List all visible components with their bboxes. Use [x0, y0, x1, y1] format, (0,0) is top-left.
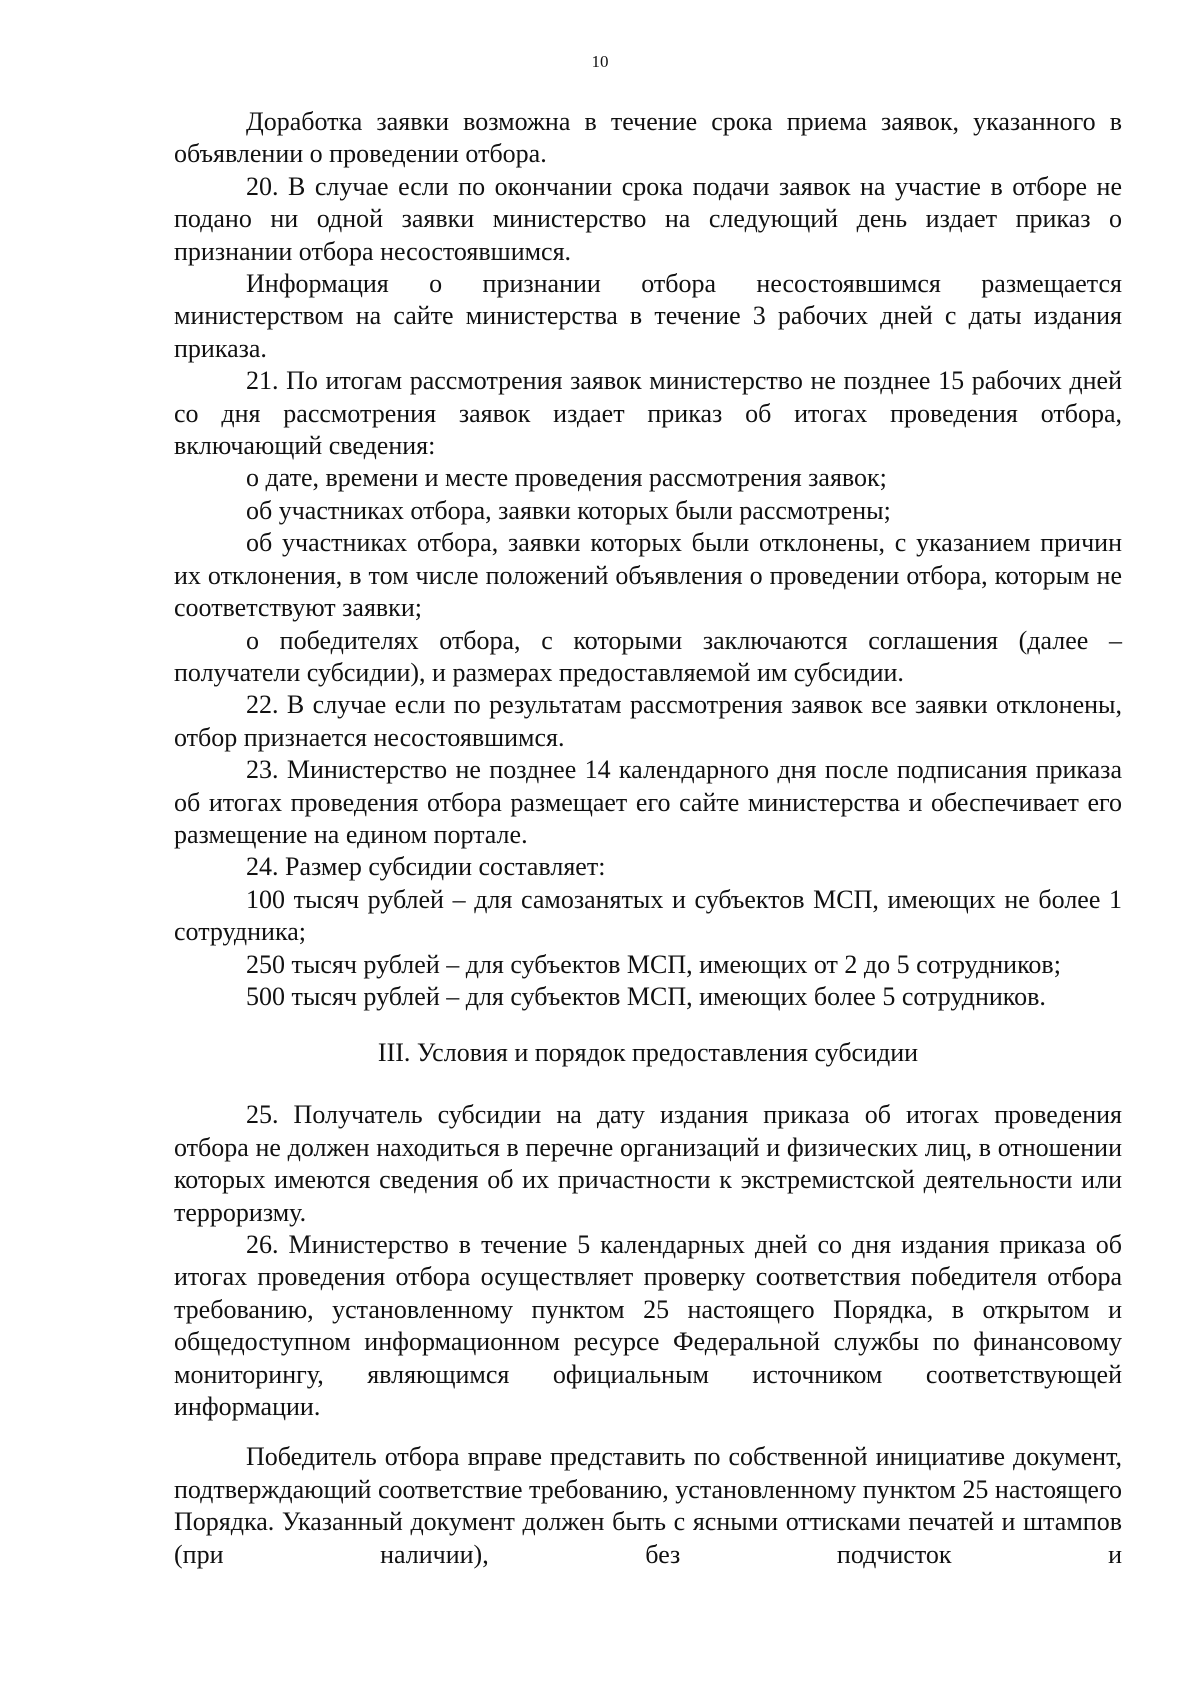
list-item: 250 тысяч рублей – для субъектов МСП, имеющих от 2 до 5 сотрудников; [246, 949, 1061, 979]
paragraph-item-26: 26. Министерство в течение 5 календарных дней со дня издания приказа об итогах проведения отбора осуществляет проверку соответствия победителя отбора требованию, установленному пунктом 25 настоящего Порядка, в открытом и общедоступном информационном ресурсе Федеральной службы по финансовому мониторингу, являющимся официальным источником соответствующей информации. [174, 1230, 1122, 1422]
list-item: об участниках отбора, заявки которых были отклонены, с указанием причин их отклонения, в том числе положений объявления о проведении отбора, которым не соответствуют заявки; [174, 528, 1122, 623]
paragraph-item-22: 22. В случае если по результатам рассмотрения заявок все заявки отклонены, отбор признается несостоявшимся. [174, 690, 1122, 752]
paragraph-item-23: 23. Министерство не позднее 14 календарного дня после подписания приказа об итогах проведения отбора размещает его сайте министерства и обеспечивает его размещение на едином портале. [174, 755, 1122, 849]
spacer [174, 1423, 1122, 1441]
list-item: о победителях отбора, с которыми заключаются соглашения (далее – получатели субсидии), и размерах предоставляемой им субсидии. [174, 625, 1122, 687]
paragraph-item-25: 25. Получатель субсидии на дату издания приказа об итогах проведения отбора не должен находиться в перечне организаций и физических лиц, в отношении которых имеются сведения об их причастности к экстремистской деятельности или терроризму. [174, 1100, 1122, 1227]
section-heading: III. Условия и порядок предоставления субсидии [377, 1038, 919, 1068]
document-body [174, 106, 1122, 1571]
list-item: 500 тысяч рублей – для субъектов МСП, имеющих более 5 сотрудников. [246, 981, 1046, 1011]
paragraph: Информация о признании отбора несостоявшимся размещается министерством на сайте министерства в течение 3 рабочих дней с даты издания приказа. [174, 269, 1122, 363]
list-item: о дате, времени и месте проведения рассмотрения заявок; [246, 463, 887, 493]
paragraph-item-20: 20. В случае если по окончании срока подачи заявок на участие в отборе не подано ни одной заявки министерство на следующий день издает приказ о признании отбора несостоявшимся. [174, 171, 1122, 266]
page-number: 10 [591, 52, 609, 71]
paragraph-item-24: 24. Размер субсидии составляет: [246, 852, 606, 882]
paragraph: Доработка заявки возможна в течение срока приема заявок, указанного в объявлении о проведении отбора. [174, 107, 1122, 169]
list-item: об участниках отбора, заявки которых были рассмотрены; [246, 495, 891, 525]
list-item: 100 тысяч рублей – для самозанятых и субъектов МСП, имеющих не более 1 сотрудника; [174, 884, 1122, 947]
paragraph-final: Победитель отбора вправе представить по собственной инициативе документ, подтверждающий соответствие требованию, установленному пунктом 25 настоящего Порядка. Указанный документ должен быть с ясными оттисками печатей и штампов (при наличии), без подчисток и [174, 1442, 1122, 1569]
paragraph-item-21: 21. По итогам рассмотрения заявок министерство не позднее 15 рабочих дней со дня рассмотрения заявок издает приказ об итогах проведения отбора, включающий сведения: [174, 366, 1122, 461]
